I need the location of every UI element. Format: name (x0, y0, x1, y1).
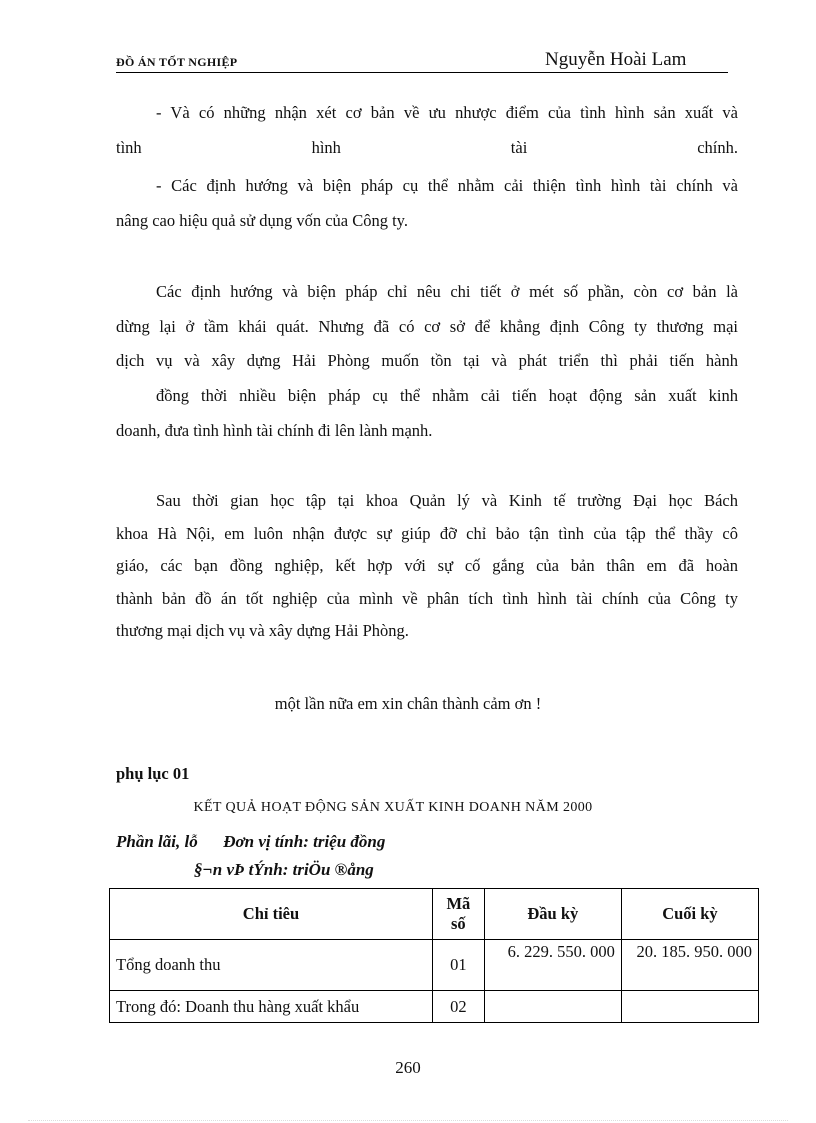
paragraph-line: thương mại dịch vụ và xây dựng Hải Phòng. (116, 621, 409, 640)
word: tình (116, 137, 142, 157)
footer-divider (28, 1120, 788, 1121)
paragraph-2 (116, 169, 738, 238)
table-cell-end (621, 991, 758, 1023)
paragraph-line (116, 131, 738, 166)
header-cell (432, 889, 484, 940)
table-row (110, 940, 759, 991)
table-row (110, 991, 759, 1023)
table-cell-end: 20. 185. 950. 000 (621, 940, 758, 991)
paragraph-line: dịch vụ và xây dựng Hải Phòng muốn tồn tại và phát triển thì phải tiến hành (116, 351, 738, 370)
paragraph-line: thành bản đồ án tốt nghiệp của mình về phân tích tình hình tài chính của Công ty (116, 588, 738, 608)
paragraph-line: khoa Hà Nội, em luôn nhận được sự giúp đỡ chỉ bảo tận tình của tập thể thầy cô (116, 523, 738, 543)
paragraph-4 (116, 379, 738, 448)
paragraph-line: - Các định hướng và biện pháp cụ thể nhằm cải thiện tình hình tài chính và (156, 176, 738, 195)
header-cell: Cuối kỳ (621, 889, 758, 940)
table-cell-code: 02 (432, 991, 484, 1023)
appendix-unit-garbled: §¬n vÞ tÝnh: triÖu ®ång (194, 860, 374, 879)
word: chính. (697, 137, 738, 157)
appendix-title: KẾT QUẢ HOẠT ĐỘNG SẢN XUẤT KINH DOANH NĂM 2000 (193, 800, 593, 815)
table-cell-begin (484, 991, 621, 1023)
paragraph-line: - Và có những nhận xét cơ bản về ưu nhược điểm của tình hình sản xuất và (156, 103, 738, 122)
thanks-line: một lần nữa em xin chân thành cảm ơn ! (274, 694, 542, 713)
header-cell: Đầu kỳ (484, 889, 621, 940)
paragraph-3 (116, 275, 738, 379)
results-table (109, 888, 759, 1023)
paragraph-5 (116, 485, 738, 648)
header-left-title: ĐỒ ÁN TỐT NGHIỆP (116, 55, 238, 69)
paragraph-line: dừng lại ở tầm khái quát. Nhưng đã có cơ sở để khẳng định Công ty thương mại (116, 316, 738, 336)
header-cell: Chỉ tiêu (110, 889, 433, 940)
table-cell-name: Tổng doanh thu (110, 940, 433, 991)
table-cell-name: Trong đó: Doanh thu hàng xuất khẩu (110, 991, 433, 1023)
appendix-label: phụ lục 01 (116, 764, 190, 783)
paragraph-line: Sau thời gian học tập tại khoa Quản lý và Kinh tế trường Đại học Bách (156, 491, 738, 510)
table-cell-begin: 6. 229. 550. 000 (484, 940, 621, 991)
appendix-unit: Phần lãi, lỗ Đơn vị tính: triệu đồng (116, 832, 386, 851)
header-rule (116, 72, 728, 73)
page-number: 260 (395, 1058, 421, 1077)
paragraph-line: doanh, đưa tình hình tài chính đi lên lành mạnh. (116, 420, 433, 440)
paragraph-line: giáo, các bạn đồng nghiệp, kết hợp với sự cố gắng của bản thân em đã hoàn (116, 556, 738, 575)
paragraph-line: đồng thời nhiều biện pháp cụ thể nhằm cải tiến hoạt động sản xuất kinh (156, 386, 738, 405)
word: hình (311, 137, 341, 157)
table-cell-code: 01 (432, 940, 484, 991)
paragraph-1 (116, 96, 738, 165)
paragraph-line: nâng cao hiệu quả sử dụng vốn của Công ty. (116, 210, 408, 230)
word: tài (510, 137, 528, 157)
paragraph-line: Các định hướng và biện pháp chỉ nêu chi tiết ở mét số phần, còn cơ bản là (156, 282, 738, 301)
table-header-row (110, 889, 759, 940)
header-author: Nguyễn Hoài Lam (545, 49, 687, 70)
header-cell-text: Mã số (446, 894, 471, 933)
